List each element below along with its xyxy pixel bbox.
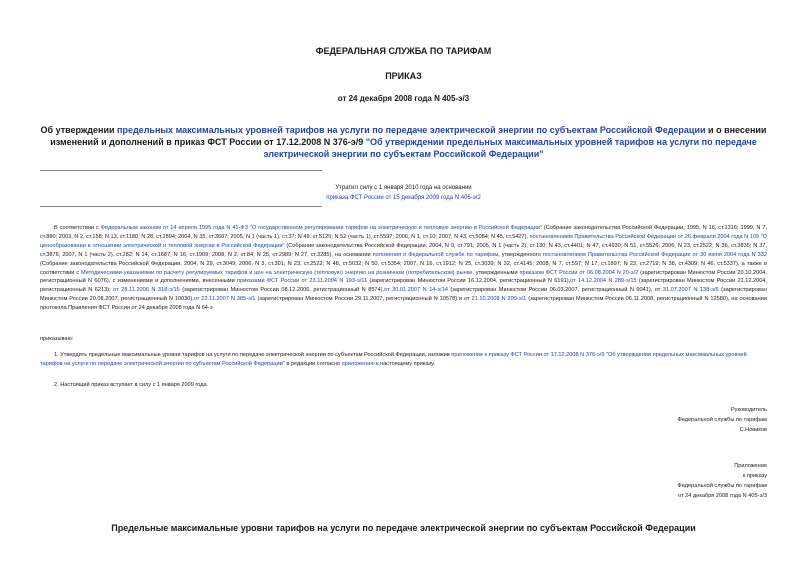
link-order-385[interactable]: от 23.11.2007 N 385-э/1 [193,296,256,303]
link-order-138[interactable]: 31.07.2007 N 138-э/6 [662,287,719,294]
link-methodical-guidelines[interactable]: Методическими указаниями по расчету регулируемых тарифов и цен на электрическую (тепловую) энергию на розничном (потребительском) рынке [81,269,473,276]
text-segment: (зарегистрирован Минюстом России 20.10.2004, регистрационный N 6076), с изменениями и дополнениями, внесенными [40,269,767,285]
prikazyvayu-label: приказываю: [40,336,74,342]
link-fst-regulation[interactable]: положения о Федеральной службе по тарифам [372,251,499,258]
link-order-289[interactable]: от 14.12.2004 N 289-э/15 [570,278,637,285]
text-segment: (зарегистрирован Минюстом России 06.03.2007, регистрационный N 9041), от [447,287,663,294]
appendix-title: Предельные максимальные уровни тарифов на услуги по передаче электрической энергии по субъектам Российской Федерации [111,523,696,533]
text-segment: (зарегистрирован Минюстом России 20.08.2007, регистрационный N 10030), [40,287,768,303]
text-segment: (зарегистрирован Минюстом России 29.11.2007, регистрационный N 10578) и от [255,296,472,303]
text-segment: (зарегистрирован Минюстом России 08.12.2006, регистрационный N 8574), [179,287,385,294]
order-section [40,335,767,390]
text-segment: 1. Утвердить предельные максимальные уровни тарифов на услуги по передаче электрической энергии по субъектам Российской Федерации, изложив [54,352,452,358]
organization-name: ФЕДЕРАЛЬНАЯ СЛУЖБА ПО ТАРИФАМ [315,46,492,56]
text-segment: (зарегистрирован Минюстом России 21.12.2004, регистрационный N 6213); [40,278,768,294]
order-item-2: 2. Настоящий приказ вступает в силу с 1 января 2009 года. [54,382,209,388]
text-segment: к настоящему приказу. [374,361,435,367]
link-federal-law[interactable]: Федеральным законом от 14 апреля 1995 года N 41-ФЗ "О государственном регулировании тарифов на электрическую и тепловую энергию в Российской Федерации" [100,225,542,231]
appendix-date: от 24 декабря 2008 года N 405-э/3 [678,493,767,499]
lost-force-text: Утратил силу с 1 января 2010 года на основании [335,185,472,191]
lost-force-notice [40,183,767,203]
title-link-order-376[interactable]: "Об утверждении предельных максимальных уровней тарифов на услуги по передаче электрической энергии по субъектам Российской Федерации" [263,137,757,159]
document-date: от 24 декабря 2008 года N 405-э/3 [337,94,470,103]
divider-top [40,170,322,171]
lost-force-link[interactable]: приказа ФСТ России от 15 декабря 2009 года N 406-э/2 [326,195,481,201]
document-title [40,124,767,160]
text-segment: (Собрание законодательства Российской Федерации, 2004, N 9, ст.791; 2005, N 1 (часть 2), ст.130; N 43, ст.4401; N 47, ст.4930; N 51, ст.5526; 2006, N 23, ст.2522; N 36, ст.3835; N 37, ст.3876; 2007, N 1 (часть 2), ст.282; N 14, ст.1687; N 16, ст.1909; 2008, N 2, ст.84; N 25, ст.2989; N 27, ст.3285), на основании [40,242,767,258]
signature-name: С.Новиков [739,427,767,433]
text-segment: , утвержденными [472,269,520,276]
preamble [40,224,767,313]
signature-organization: Федеральной службы по тарифам [677,417,767,423]
text-segment: (Собрание законодательства Российской Федерации, 2004, N 29, ст.3049; 2006, N 3, ст.301; N 23, ст.2522; N 48, ст.5032; N 50, ст.5354; 2007, N 16, ст.1912; N 25, ст.3039; N 32, ст.4145; 2008, N 7, ст.597; N 17, ст.1897; N 23, ст.2719; N 38, ст.4309; N 46, ст.5337), а также в соответствии с [40,260,767,276]
title-link-tariffs[interactable]: предельных максимальных уровней тарифов на услуги по передаче электрической энергии по субъектам Российской Федерации [117,125,706,135]
appendix-label: Приложение [734,463,767,469]
document-type: ПРИКАЗ [385,71,422,81]
link-order-318[interactable]: от 28.11.2006 N 318-э/15 [113,287,180,294]
link-government-decree-109[interactable]: постановлением Правительства Российской Федерации от 26 февраля 2004 года N 109 "О ценообразовании в отношении электрической и тепловой энергии в Российской Федерации" [40,233,767,249]
link-order-193[interactable]: приказами ФСТ России от 23.11.2004 N 193-э/11 [237,278,368,285]
text-segment: , утвержденного [498,251,543,258]
signature-block [678,405,768,435]
title-middle: и о внесении изменений и дополнений в приказ ФСТ России от 17.12.2008 N 376-э/9 [50,125,767,147]
link-appendix[interactable]: приложению [341,361,375,367]
text-segment: (зарегистрирован Минюстом России 06.11.2008, регистрационный N 12580), на основании протокола Правления ФСТ России от 24 декабря 2008 года N 64-э [40,296,767,312]
appendix-organization: Федеральной службы по тарифам [677,483,767,489]
order-item-1 [40,351,767,369]
link-order-209[interactable]: 21.10.2008 N 209-э/1 [471,296,527,303]
link-government-decree-332[interactable]: постановлением Правительства Российской Федерации от 30 июня 2004 года N 332 [542,251,768,258]
title-prefix: Об утверждении [40,125,118,135]
text-segment: (Собрание законодательства Российской Федерации, 1995, N 16, ст.1316; 1999, N 7, ст.880; 2003, N 2, ст.158; N 13, ст.1180; N 28, ст.2894; 2004, N 35, ст.3607; 2005, N 1 (часть 1), ст.37; N 49, ст.5125; N 52 (часть 1), ст.5597; 2006, N 1, ст.10; 2007, N 43, ст.5084; N 45, ст.5427), [40,225,768,240]
appendix-ref: к приказу [742,473,767,479]
text-segment: В соответствии с [54,225,101,231]
preamble-paragraph [40,224,767,313]
link-order-20[interactable]: приказом ФСТ России от 06.08.2004 N 20-э/2 [519,269,639,276]
link-appendix-order-376[interactable]: приложение к приказу ФСТ России от 17.12.2008 N 376-э/9 "Об утверждении предельных максимальных уровней тарифов на услуги по передаче электрической энергии по субъектам Российской Федерации" [40,352,747,367]
divider-bottom [40,206,322,207]
text-segment: в редакции согласно [284,361,342,367]
text-segment: (зарегистрирован Минюстом России 16.12.2004, регистрационный N 6191), [367,278,571,285]
link-order-14[interactable]: от 30.01.2007 N 14-э/14 [384,287,448,294]
signature-position: Руководитель [730,407,767,413]
appendix-block [678,461,768,501]
